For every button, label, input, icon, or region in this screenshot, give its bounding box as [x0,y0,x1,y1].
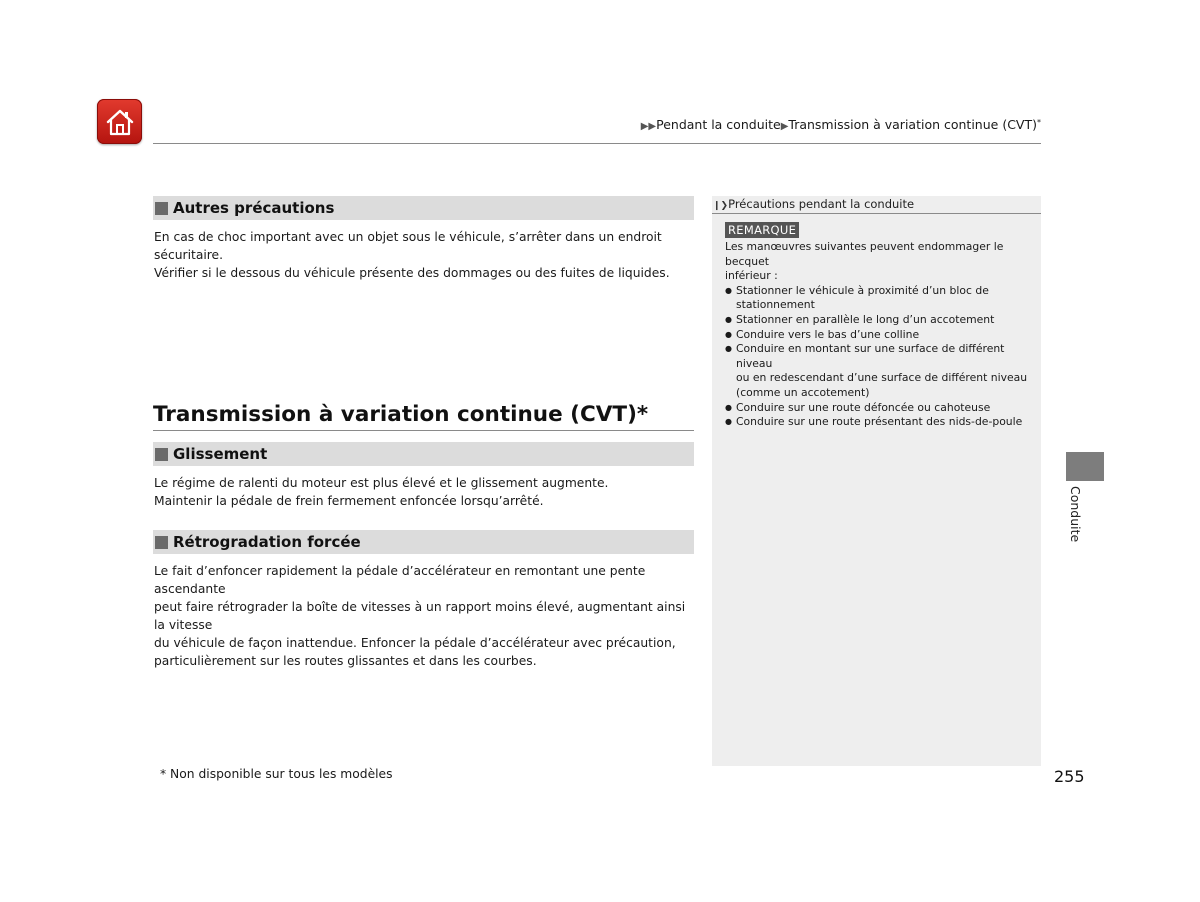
chapter-tab[interactable] [1066,452,1104,481]
sidebar-note-panel [712,196,1041,766]
body-line: En cas de choc important avec un objet sous le véhicule, s’arrêter dans un endroit sécuritaire. [154,230,662,262]
section-square-icon [155,202,168,215]
section-header-retrogradation [153,530,694,554]
bullet-item [725,342,1029,400]
section-square-icon [155,536,168,549]
sidebar-intro-line: Les manœuvres suivantes peuvent endommager le becquet [725,240,1004,268]
page-number: 255 [1054,767,1085,786]
cvt-heading-asterisk: * [636,402,649,427]
cvt-sections [153,442,694,670]
sidebar-caption [712,196,1041,214]
bullet-item [725,313,1029,328]
body-line: Vérifier si le dessous du véhicule présente des dommages ou des fuites de liquides. [154,266,670,280]
main-content [153,196,694,282]
section-square-icon [155,448,168,461]
section-body-autres-precautions [154,228,694,282]
bullet-line: ou en redescendant d’une surface de différent niveau [736,371,1028,385]
sidebar-caption-text[interactable]: Précautions pendant la conduite [728,197,915,211]
section-title: Glissement [173,445,268,463]
bullet-line: (comme un accotement) [736,385,870,399]
breadcrumb-asterisk: * [1037,118,1041,127]
note-badge: REMARQUE [725,222,799,238]
cvt-heading-text: Transmission à variation continue (CVT) [153,402,637,427]
bullet-line: ● Conduire sur une route présentant des nids-de-poule [736,415,1023,429]
cvt-heading [153,402,694,431]
chapter-tab-label[interactable]: Conduite [1068,486,1083,543]
home-icon [104,107,136,137]
bullet-item [725,401,1029,416]
body-line: particulièrement sur les routes glissantes et dans les courbes. [154,654,537,668]
breadcrumb-item-conduite[interactable]: Pendant la conduite [656,117,781,132]
section-title: Rétrogradation forcée [173,533,361,551]
bullet-item [725,415,1029,430]
bullet-line: ● Conduire vers le bas d’une colline [736,327,920,341]
sidebar-text [725,240,1029,430]
body-line: Le fait d’enfoncer rapidement la pédale d’accélérateur en remontant une pente ascendante [154,564,646,596]
reference-arrow-icon: ❙❯ [713,201,729,211]
breadcrumb [641,117,1041,132]
body-line: peut faire rétrograder la boîte de vitesses à un rapport moins élevé, augmentant ainsi la vitesse [154,600,686,632]
footnote: * Non disponible sur tous les modèles [160,767,393,781]
section-title: Autres précautions [173,199,335,217]
bullet-line: stationnement [736,298,815,312]
body-line: Maintenir la pédale de frein fermement enfoncée lorsqu’arrêté. [154,494,544,508]
section-header-glissement [153,442,694,466]
bullet-line: ● Stationner en parallèle le long d’un accotement [736,312,995,326]
section-header-autres-precautions [153,196,694,220]
section-body-retrogradation [154,562,694,670]
header-divider [153,143,1041,144]
breadcrumb-arrow-icon: ▶ [780,121,789,132]
bullet-line: ● Stationner le véhicule à proximité d’un bloc de [736,283,989,297]
bullet-line: ● Conduire sur une route défoncée ou cahoteuse [736,400,991,414]
body-line: du véhicule de façon inattendue. Enfoncer la pédale d’accélérateur avec précaution, [154,636,676,650]
body-line: Le régime de ralenti du moteur est plus élevé et le glissement augmente. [154,476,609,490]
home-button[interactable] [97,99,142,144]
breadcrumb-arrow-icon: ▶▶ [640,121,657,132]
sidebar-intro-line: inférieur : [725,269,778,283]
bullet-item [725,328,1029,343]
bullet-item [725,284,1029,313]
bullet-line: ● Conduire en montant sur une surface de différent niveau [736,342,1005,370]
sidebar-bullet-list [725,284,1029,430]
breadcrumb-item-cvt[interactable]: Transmission à variation continue (CVT) [788,117,1037,132]
section-body-glissement [154,474,694,510]
